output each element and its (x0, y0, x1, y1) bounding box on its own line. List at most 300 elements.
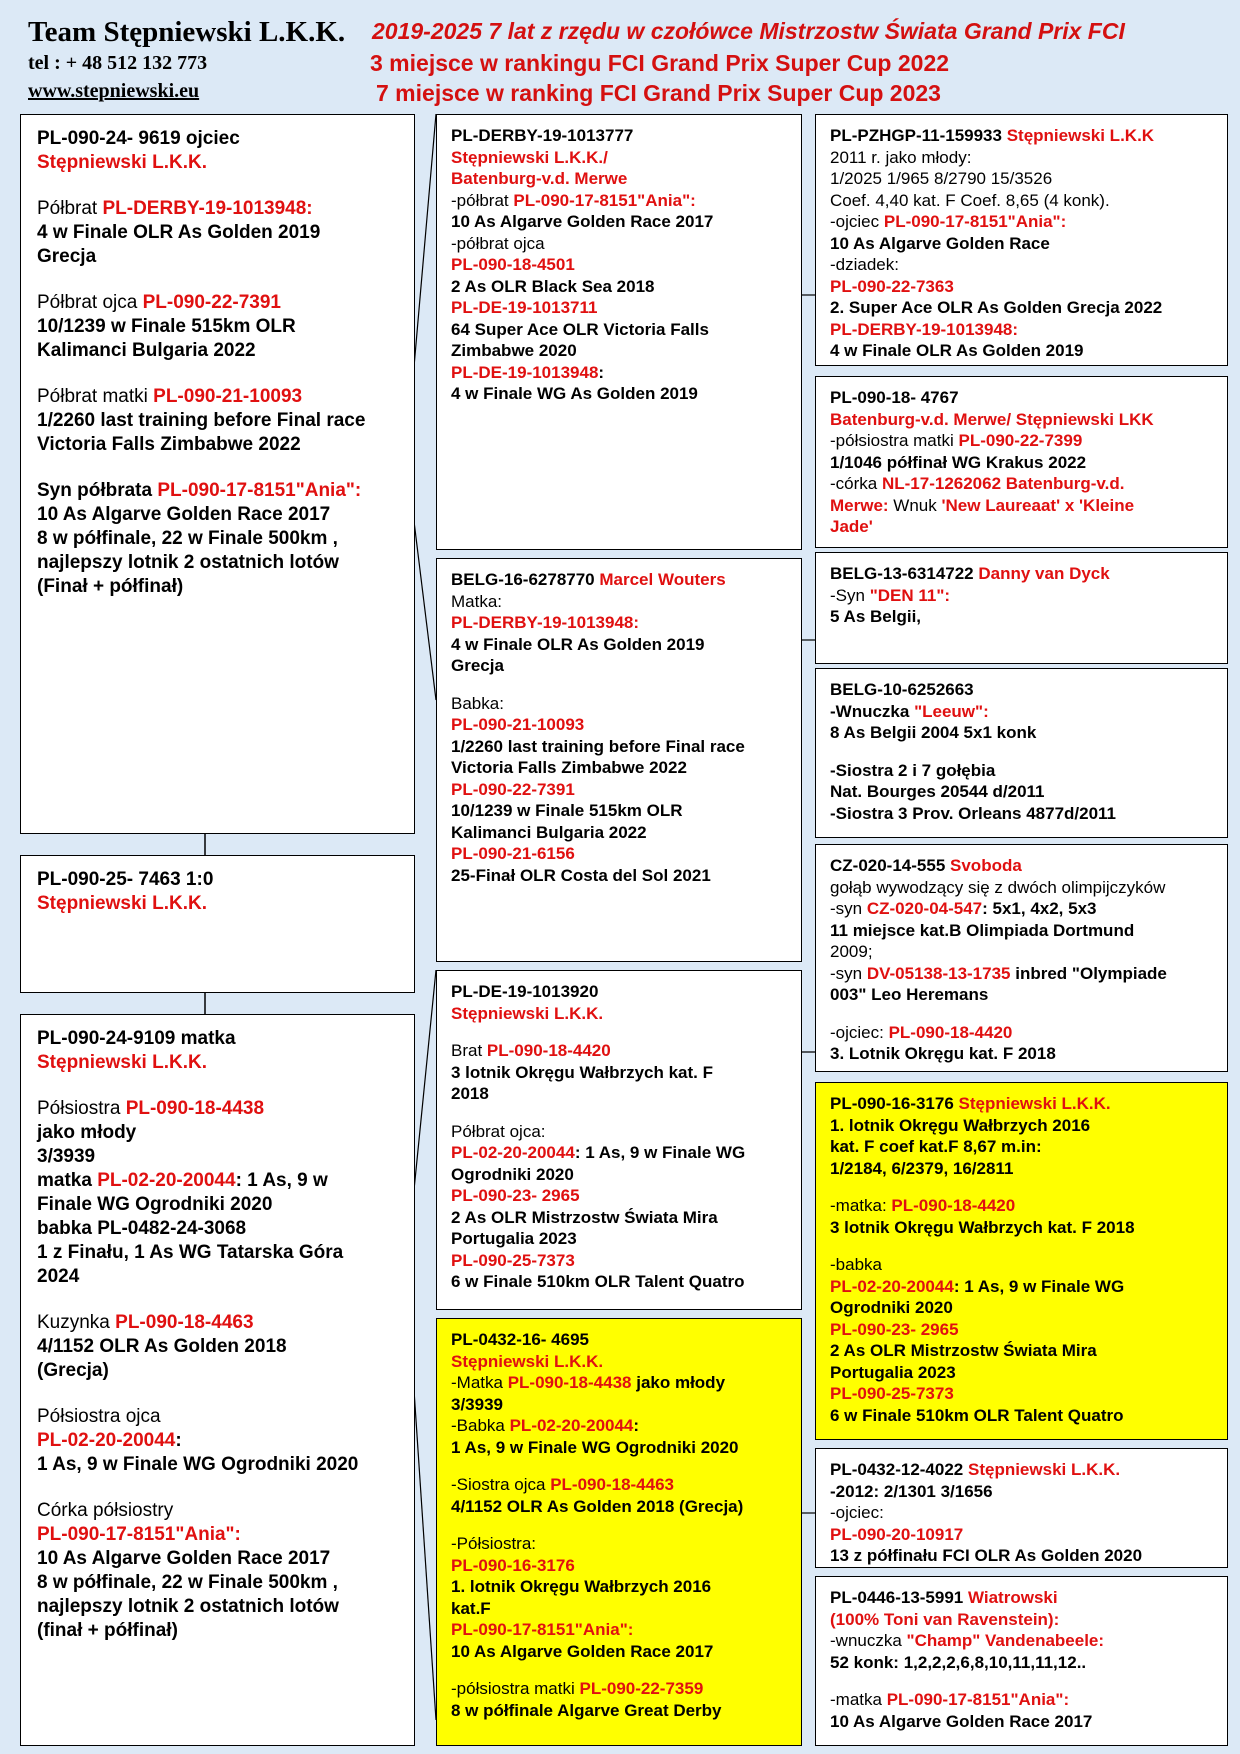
subject-card (20, 855, 415, 993)
mmm-line (830, 1652, 1213, 1674)
text: BELG-13-6314722 (830, 564, 979, 583)
ff-line (451, 190, 787, 212)
highlight-text: Stępniewski L.K.K. (37, 893, 207, 914)
mf-line (451, 1083, 787, 1105)
highlight-text: PL-090-17-8151"Ania": (883, 212, 1067, 231)
mf-line (451, 1164, 787, 1186)
fm-line (451, 569, 787, 591)
mm-line (451, 1598, 787, 1620)
text: -wnuczka (830, 1631, 907, 1650)
text: PL-090-25- 7463 1:0 (37, 869, 214, 890)
ff-line (451, 254, 787, 276)
connector-mother-mm (412, 1360, 436, 1720)
highlight-text: PL-090-18-4463 (115, 1312, 254, 1333)
father-line (37, 479, 398, 503)
maternal-grandmother-card (436, 1318, 802, 1746)
father-line (37, 503, 398, 527)
spacer (451, 1024, 787, 1040)
mmm-line (830, 1587, 1213, 1609)
mother-line (37, 1097, 398, 1121)
text: -ojciec (830, 212, 884, 231)
ffm-line (830, 473, 1213, 495)
highlight-text: (100% Toni van Ravenstein): (830, 1609, 1060, 1629)
text: 2 As OLR Mistrzostw Świata Mira (451, 1207, 718, 1227)
fm-line (451, 843, 787, 865)
text: -Półsiostra: (451, 1534, 537, 1553)
fm-line (451, 655, 787, 677)
spacer (830, 1006, 1213, 1022)
ffm-line (830, 495, 1213, 517)
text: -córka (830, 474, 882, 493)
spacer (830, 1673, 1213, 1689)
text: Zimbabwe 2020 (451, 341, 577, 360)
father-line (37, 551, 398, 575)
highlight-text: PL-090-22-7363 (830, 276, 954, 296)
subject-line (37, 892, 398, 916)
mother-line (37, 1499, 398, 1523)
fm-line (451, 822, 787, 844)
text: PL-DE-19-1013920 (451, 982, 599, 1001)
fmm-line (830, 803, 1213, 825)
text: matka (37, 1170, 98, 1191)
fmm-line (830, 679, 1213, 701)
text: : 5x1, 4x2, 5x3 (982, 899, 1097, 918)
text: -półbrat (451, 190, 514, 210)
highlight-text: PL-DE-19-1013948 (451, 362, 599, 382)
ff-line (451, 233, 787, 255)
mother-line (37, 1145, 398, 1169)
text: 8 w półfinale, 22 w Finale 500km , (37, 1572, 338, 1593)
fmf-line (830, 563, 1213, 585)
text: 6 w Finale 510km OLR Talent Quatro (830, 1405, 1124, 1425)
text: 8 w półfinale Algarve Great Derby (451, 1700, 722, 1720)
mother-line (37, 1595, 398, 1619)
fff-line (830, 319, 1213, 341)
fmm-line (830, 760, 1213, 782)
mother-line (37, 1359, 398, 1383)
text: -matka (830, 1690, 887, 1709)
text: 8 w półfinale, 22 w Finale 500km , (37, 528, 338, 549)
highlight-text: PL-090-18-4420 (891, 1196, 1016, 1215)
ff-line (451, 319, 787, 341)
highlight-text: Stępniewski L.K.K. (451, 1003, 604, 1023)
mff-line (830, 898, 1213, 920)
mfm-line (830, 1297, 1213, 1319)
father-line (37, 291, 398, 315)
mm-line (451, 1555, 787, 1577)
ffm-line (830, 430, 1213, 452)
text: Syn półbrata (37, 480, 158, 501)
text: Portugalia 2023 (451, 1229, 577, 1248)
highlight-text: PL-02-20-20044 (451, 1143, 575, 1162)
text: 3 lotnik Okręgu Wałbrzych kat. F (451, 1062, 713, 1082)
text: 2011 r. jako młody: (830, 147, 972, 167)
text: -ojciec: (830, 1022, 889, 1042)
fff-line (830, 190, 1213, 212)
highlight-text: PL-090-18-4420 (888, 1022, 1013, 1042)
mff-line (830, 941, 1213, 963)
maternal-grandfather-card (436, 970, 802, 1310)
text: 5 As Belgii, (830, 607, 922, 626)
mm-father-card (815, 1448, 1228, 1568)
spacer (451, 1458, 787, 1474)
text: kat.F (451, 1598, 491, 1618)
mother-line (37, 1429, 398, 1453)
highlight-text: PL-090-21-6156 (451, 844, 575, 863)
mff-line (830, 1043, 1213, 1065)
spacer (37, 1383, 398, 1405)
spacer (830, 1179, 1213, 1195)
mmf-line (830, 1502, 1213, 1524)
fm-line (451, 591, 787, 613)
mother-line (37, 1265, 398, 1289)
father-line (37, 221, 398, 245)
mm-line (451, 1678, 787, 1700)
text: 1/2025 1/965 8/2790 15/3526 (830, 169, 1053, 188)
fmm-line (830, 781, 1213, 803)
text: PL-0432-16- 4695 (451, 1330, 589, 1349)
spacer (451, 1517, 787, 1533)
text: (Finał + półfinał) (37, 576, 184, 597)
achievement-world-championship: 2019-2025 7 lat z rzędu w czołówce Mistrzostw Świata Grand Prix FCI (372, 18, 1125, 44)
fff-line (830, 211, 1213, 233)
text: (finał + półfinał) (37, 1620, 178, 1641)
text: BELG-16-6278770 (451, 570, 600, 589)
highlight-text: PL-02-20-20044 (37, 1430, 176, 1451)
text: 4/1152 OLR As Golden 2018 (37, 1336, 287, 1357)
text: 10/1239 w Finale 515km OLR (37, 316, 296, 337)
mother-line (37, 1523, 398, 1547)
text: -Siostra 3 Prov. Orleans 4877d/2011 (830, 803, 1117, 823)
ff-father-card (815, 114, 1228, 366)
text: 2 As OLR Mistrzostw Świata Mira (830, 1341, 1097, 1360)
mm-line (451, 1641, 787, 1663)
mmf-line (830, 1481, 1213, 1503)
text: Córka półsiostry (37, 1500, 174, 1521)
fff-line (830, 233, 1213, 255)
text: 3/3939 (451, 1394, 503, 1414)
ff-line (451, 125, 787, 147)
fm-line (451, 714, 787, 736)
mfm-line (830, 1383, 1213, 1405)
mf-line (451, 981, 787, 1003)
fm-mother-card (815, 668, 1228, 838)
mm-mother-card (815, 1576, 1228, 1746)
text: PL-0446-13-5991 (830, 1588, 968, 1607)
highlight-text: PL-DE-19-1013711 (451, 298, 598, 317)
spacer (37, 1477, 398, 1499)
mm-line (451, 1576, 787, 1598)
spacer (451, 1662, 787, 1678)
highlight-text: Wiatrowski (967, 1588, 1058, 1607)
father-line (37, 151, 398, 175)
text: -syn (830, 963, 867, 983)
text: 4 w Finale WG As Golden 2019 (451, 384, 698, 403)
mm-line (451, 1394, 787, 1416)
spacer (830, 744, 1213, 760)
mf-line (451, 1207, 787, 1229)
highlight-text: Stępniewski L.K.K. (37, 1052, 207, 1073)
text: Ogrodniki 2020 (451, 1164, 574, 1184)
father-line (37, 385, 398, 409)
highlight-text: PL-090-23- 2965 (451, 1186, 580, 1205)
highlight-text: Stępniewski L.K.K. (37, 152, 207, 173)
text: -Siostra ojca (451, 1475, 551, 1494)
text: 52 konk: 1,2,2,2,6,8,10,11,11,12.. (830, 1652, 1087, 1672)
text: : 1 As, 9 w Finale WG (574, 1143, 746, 1162)
text: 3/3939 (37, 1146, 96, 1167)
fff-line (830, 147, 1213, 169)
fm-line (451, 757, 787, 779)
highlight-text: PL-090-18-4438 (507, 1373, 632, 1392)
highlight-text: PL-090-17-8151"Ania": (886, 1690, 1070, 1709)
text: -Syn (830, 585, 870, 605)
mmm-line (830, 1711, 1213, 1733)
text: 1/1046 półfinał WG Krakus 2022 (830, 452, 1087, 472)
text: Victoria Falls Zimbabwe 2022 (451, 758, 687, 777)
text: -syn (830, 899, 867, 918)
text: PL-DERBY-19-1013777 (451, 126, 634, 145)
text: 1 z Finału, 1 As WG Tatarska Góra (37, 1242, 344, 1263)
mf-line (451, 1142, 787, 1164)
mff-line (830, 963, 1213, 985)
highlight-text: PL-090-17-8151"Ania": (157, 480, 362, 501)
spacer (37, 269, 398, 291)
highlight-text: Stępniewski L.K.K (1006, 126, 1155, 145)
highlight-text: CZ-020-04-547 (866, 899, 983, 918)
paternal-grandmother-card (436, 558, 802, 962)
highlight-text: "Leeuw": (914, 701, 989, 721)
text: 4 w Finale OLR As Golden 2019 (451, 634, 705, 654)
highlight-text: PL-090-18-4438 (125, 1098, 265, 1119)
text: Półbrat ojca: (451, 1121, 546, 1141)
highlight-text: PL-090-17-8151"Ania": (37, 1524, 241, 1545)
fm-father-card (815, 552, 1228, 664)
text: 1. lotnik Okręgu Wałbrzych 2016 (451, 1577, 712, 1596)
highlight-text: PL-090-21-10093 (451, 715, 585, 734)
mff-line (830, 1022, 1213, 1044)
fff-line (830, 254, 1213, 276)
highlight-text: Jade' (830, 517, 873, 536)
fff-line (830, 276, 1213, 298)
spacer (451, 1105, 787, 1121)
spacer (37, 1075, 398, 1097)
spacer (37, 1289, 398, 1311)
mm-line (451, 1619, 787, 1641)
mfm-line (830, 1340, 1213, 1362)
text: -Siostra 2 i 7 gołębia (830, 760, 996, 780)
text: 10 As Algarve Golden Race 2017 (451, 1641, 714, 1661)
achievement-ranking-2023: 7 miejsce w ranking FCI Grand Prix Super Cup 2023 (376, 80, 941, 106)
mm-line (451, 1415, 787, 1437)
text: 3. Lotnik Okręgu kat. F 2018 (830, 1044, 1056, 1063)
spacer (37, 363, 398, 385)
mm-line (451, 1533, 787, 1555)
text: 4 w Finale OLR As Golden 2019 (830, 341, 1084, 360)
mfm-line (830, 1195, 1213, 1217)
mother-line (37, 1169, 398, 1193)
mff-line (830, 984, 1213, 1006)
text: 4/1152 OLR As Golden 2018 (Grecja) (451, 1496, 744, 1516)
text: 1 As, 9 w Finale WG Ogrodniki 2020 (451, 1437, 739, 1457)
highlight-text: Batenburg-v.d. Merwe/ Stępniewski LKK (830, 409, 1154, 429)
mother-line (37, 1241, 398, 1265)
highlight-text: PL-090-25-7373 (830, 1384, 954, 1403)
mother-line (37, 1547, 398, 1571)
text: -dziadek: (830, 255, 899, 274)
mmm-line (830, 1609, 1213, 1631)
text: -babka (830, 1255, 882, 1274)
mother-line (37, 1453, 398, 1477)
mff-line (830, 855, 1213, 877)
mfm-line (830, 1405, 1213, 1427)
ff-line (451, 211, 787, 233)
text: Kuzynka (37, 1312, 116, 1333)
mfm-line (830, 1217, 1213, 1239)
paternal-grandfather-card (436, 114, 802, 550)
text: Nat. Bourges 20544 d/2011 (830, 782, 1045, 801)
highlight-text: PL-DERBY-19-1013948: (830, 319, 1019, 339)
highlight-text: PL-090-21-10093 (153, 386, 303, 407)
connector-father-ff (412, 114, 436, 390)
text: Półbrat ojca (37, 292, 143, 313)
text: -Matka (451, 1373, 508, 1392)
ff-line (451, 362, 787, 384)
spacer (37, 175, 398, 197)
text: -2012: 2/1301 3/1656 (830, 1481, 993, 1501)
text: Półbrat matki (37, 386, 154, 407)
fm-line (451, 800, 787, 822)
highlight-text: 'New Laureaat' x 'Kleine (941, 495, 1135, 515)
ff-line (451, 297, 787, 319)
text: 1/2184, 6/2379, 16/2811 (830, 1158, 1014, 1178)
fm-line (451, 865, 787, 887)
highlight-text: PL-090-22-7399 (958, 431, 1083, 450)
mmf-line (830, 1524, 1213, 1546)
text: 1/2260 last training before Final race (37, 410, 366, 431)
father-line (37, 575, 398, 599)
mm-line (451, 1329, 787, 1351)
highlight-text: NL-17-1262062 Batenburg-v.d. (881, 474, 1125, 493)
text: (Grecja) (37, 1360, 109, 1381)
text: -ojciec: (830, 1503, 884, 1522)
text: Portugalia 2023 (830, 1362, 956, 1382)
text: gołąb wywodzący się z dwóch olimpijczyków (830, 877, 1166, 897)
text: Półsiostra (37, 1098, 126, 1119)
fff-line (830, 340, 1213, 362)
text: kat. F coef kat.F 8,67 m.in: (830, 1137, 1042, 1156)
father-card (20, 114, 415, 834)
text: 4 w Finale OLR As Golden 2019 (37, 222, 321, 243)
text: : (175, 1430, 182, 1451)
mother-line (37, 1311, 398, 1335)
fff-line (830, 125, 1213, 147)
highlight-text: PL-090-22-7391 (142, 292, 281, 313)
highlight-text: Stępniewski L.K.K. (958, 1094, 1111, 1113)
father-line (37, 127, 398, 151)
mfm-line (830, 1276, 1213, 1298)
father-line (37, 339, 398, 363)
ffm-line (830, 387, 1213, 409)
mf-line (451, 1185, 787, 1207)
highlight-text: PL-090-18-4501 (451, 255, 575, 274)
achievement-ranking-2022: 3 miejsce w rankingu FCI Grand Prix Super Cup 2022 (370, 50, 950, 76)
text: 1. lotnik Okręgu Wałbrzych 2016 (830, 1115, 1091, 1135)
text: PL-090-16-3176 (830, 1094, 959, 1113)
text: Finale WG Ogrodniki 2020 (37, 1194, 273, 1215)
mfm-line (830, 1319, 1213, 1341)
text: PL-090-24-9109 matka (37, 1028, 236, 1049)
mm-line (451, 1474, 787, 1496)
text: Coef. 4,40 kat. F Coef. 8,65 (4 konk). (830, 190, 1110, 210)
mfm-line (830, 1362, 1213, 1384)
mm-line (451, 1437, 787, 1459)
text: 003" Leo Heremans (830, 985, 989, 1004)
text: 8 As Belgii 2004 5x1 konk (830, 723, 1037, 742)
highlight-text: PL-02-20-20044 (97, 1170, 236, 1191)
mfm-line (830, 1254, 1213, 1276)
text: 2018 (451, 1084, 489, 1103)
text: 10 As Algarve Golden Race 2017 (37, 1548, 331, 1569)
text: 10/1239 w Finale 515km OLR (451, 801, 683, 820)
spacer (451, 677, 787, 693)
text: najlepszy lotnik 2 ostatnich lotów (37, 552, 339, 573)
mother-line (37, 1217, 398, 1241)
mf-line (451, 1062, 787, 1084)
mf-father-card (815, 844, 1228, 1072)
mff-line (830, 920, 1213, 942)
highlight-text: DV-05138-13-1735 (866, 963, 1011, 983)
text: PL-0432-12-4022 (830, 1460, 968, 1479)
text: 2 As OLR Black Sea 2018 (451, 276, 655, 296)
mother-card (20, 1014, 415, 1746)
mother-line (37, 1405, 398, 1429)
text: Półsiostra ojca (37, 1406, 161, 1427)
highlight-text: Merwe: (830, 495, 894, 515)
mmm-line (830, 1689, 1213, 1711)
highlight-text: PL-DERBY-19-1013948: (451, 613, 640, 632)
highlight-text: PL-090-22-7391 (451, 779, 575, 799)
ff-mother-card (815, 376, 1228, 548)
highlight-text: Svoboda (950, 856, 1022, 875)
highlight-text: PL-090-17-8151"Ania": (513, 190, 696, 210)
mm-line (451, 1351, 787, 1373)
text: 10 As Algarve Golden Race 2017 (37, 504, 331, 525)
father-line (37, 527, 398, 551)
website-link[interactable]: www.stepniewski.eu (28, 80, 200, 102)
text: 64 Super Ace OLR Victoria Falls (451, 319, 709, 339)
text: 10 As Algarve Golden Race 2017 (451, 212, 714, 231)
highlight-text: Marcel Wouters (599, 570, 726, 589)
mmf-line (830, 1459, 1213, 1481)
mf-line (451, 1121, 787, 1143)
mother-line (37, 1051, 398, 1075)
text: : 1 As, 9 w Finale WG (953, 1276, 1125, 1296)
team-name: Team Stępniewski L.K.K. (28, 16, 346, 48)
text: jako młody (631, 1373, 726, 1392)
connector-mother-mf (412, 970, 436, 1210)
ffm-line (830, 452, 1213, 474)
highlight-text: Stępniewski L.K.K. (451, 1351, 604, 1371)
highlight-text: PL-090-18-4420 (486, 1041, 611, 1060)
text: 2009; (830, 942, 873, 961)
ffm-line (830, 516, 1213, 538)
text: 11 miejsce kat.B Olimpiada Dortmund (830, 920, 1135, 940)
ff-line (451, 168, 787, 190)
text: PL-090-18- 4767 (830, 388, 959, 407)
text: -półsiostra matki (830, 431, 959, 450)
highlight-text: "DEN 11": (869, 585, 951, 605)
